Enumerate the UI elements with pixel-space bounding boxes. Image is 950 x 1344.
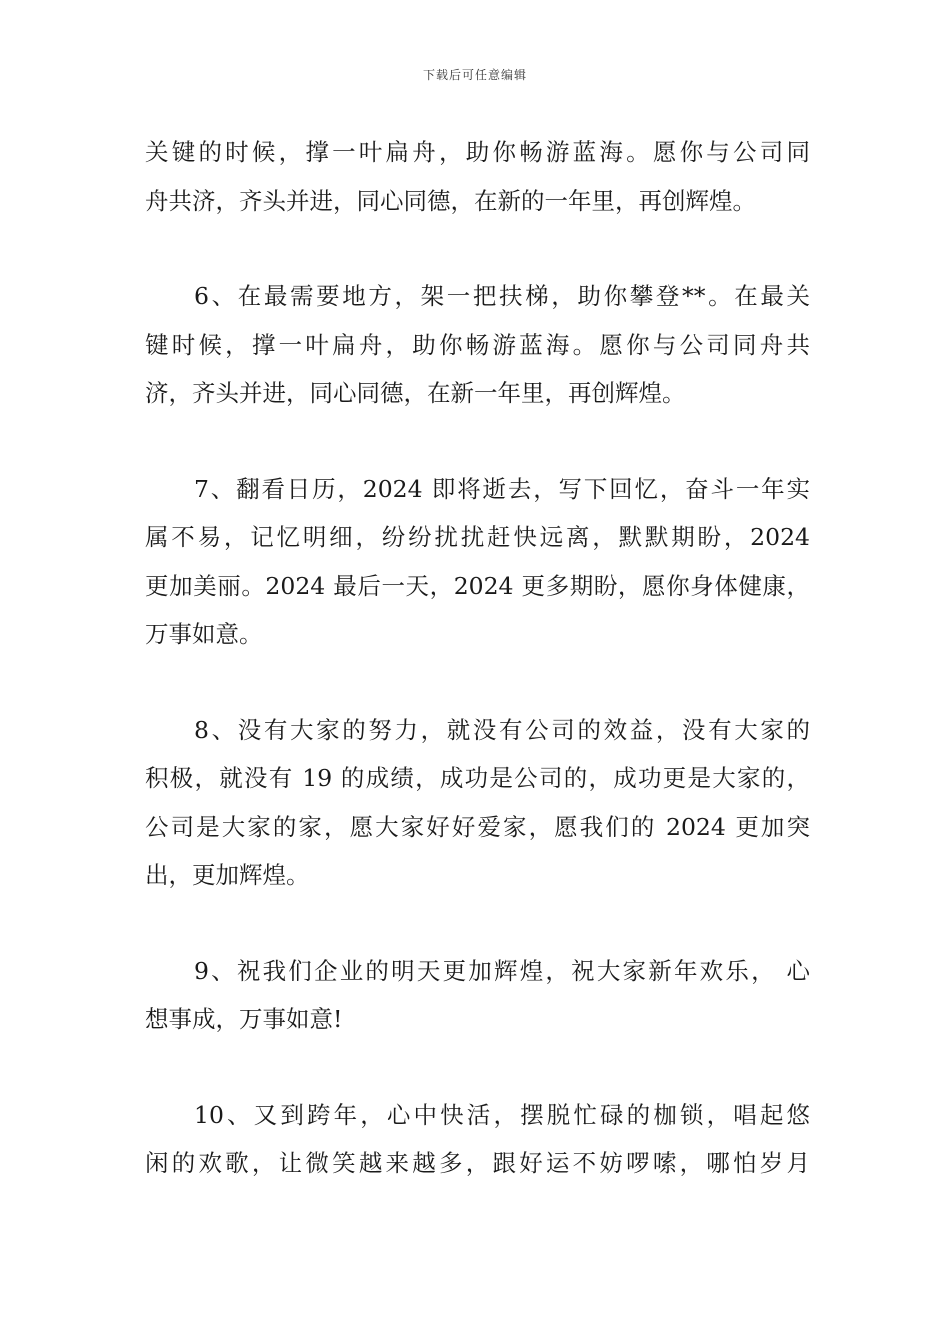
text-line: 更加美丽。2024 最后一天，2024 更多期盼，愿你身体健康， <box>145 571 810 600</box>
document-body <box>145 128 810 1235</box>
paragraph-item-6 <box>145 272 810 418</box>
text-line: 万事如意。 <box>145 620 263 648</box>
text-line: 6、在最需要地方，架一把扶梯，助你攀登**。在最关 <box>194 282 810 310</box>
paragraph-item-9 <box>145 947 810 1044</box>
paragraph-item-10 <box>145 1091 810 1188</box>
paragraph-continuation <box>145 128 810 225</box>
text-line: 济，齐头并进，同心同德，在新一年里，再创辉煌。 <box>145 379 686 407</box>
text-line: 8、没有大家的努力，就没有公司的效益，没有大家的 <box>194 715 810 744</box>
page-header-note: 下载后可任意编辑 <box>422 68 527 82</box>
text-line: 关键的时候，撑一叶扁舟，助你畅游蓝海。愿你与公司同 <box>145 138 810 166</box>
text-line: 10、又到跨年，心中快活，摆脱忙碌的枷锁，唱起悠 <box>194 1100 810 1129</box>
text-line: 7、翻看日历，2024 即将逝去，写下回忆，奋斗一年实 <box>194 474 810 503</box>
text-line: 属不易，记忆明细，纷纷扰扰赶快远离，默默期盼，2024 <box>145 523 810 551</box>
paragraph-item-7 <box>145 465 810 659</box>
text-line: 键时候，撑一叶扁舟，助你畅游蓝海。愿你与公司同舟共 <box>145 330 810 359</box>
text-line: 想事成，万事如意! <box>145 1005 343 1033</box>
text-line: 9、祝我们企业的明天更加辉煌，祝大家新年欢乐， 心 <box>194 956 810 985</box>
text-line: 出，更加辉煌。 <box>145 861 310 889</box>
text-line: 公司是大家的家，愿大家好好爱家，愿我们的 2024 更加突 <box>145 812 810 841</box>
text-line: 积极，就没有 19 的成绩，成功是公司的，成功更是大家的， <box>145 764 810 792</box>
paragraph-item-8 <box>145 706 810 900</box>
text-line: 舟共济，齐头并进，同心同德，在新的一年里，再创辉煌。 <box>145 186 756 215</box>
text-line: 闲的欢歌，让微笑越来越多，跟好运不妨啰嗦，哪怕岁月 <box>145 1149 810 1177</box>
